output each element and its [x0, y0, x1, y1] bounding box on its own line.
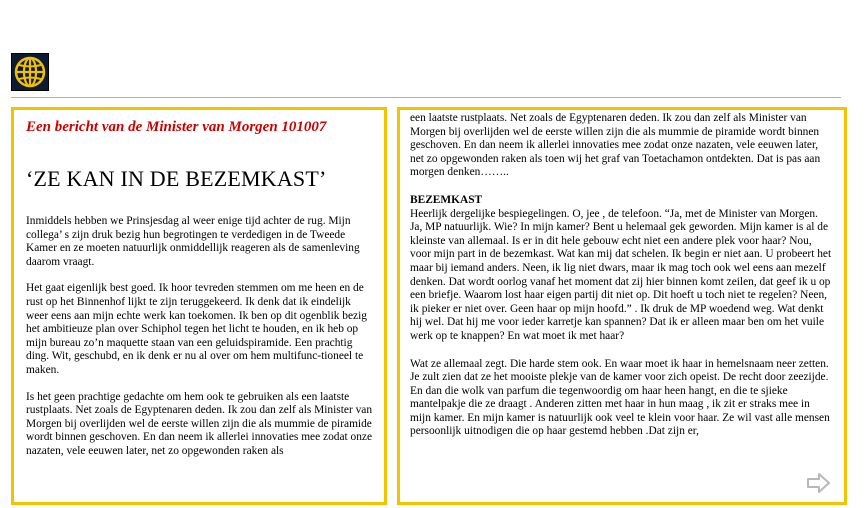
header-divider [11, 97, 841, 98]
article-paragraph: een laatste rustplaats. Net zoals de Egyptenaren deden. Ik zou dan zelf als Minister van Morgen bij overlijden wel de eerste willen zijn die als mummie de piramide wordt binnen geschoven. En dan neem ik allerlei innovaties mee zodat onze nazaten, vele eeuwen later, net zo opgewonden raken als toen wij het graf van Toetachamon ontdekten. Dat is pas aan morgen denken…….. [410, 112, 821, 179]
article-paragraph: Het gaat eigenlijk best goed. Ik hoor tevreden stemmen om me heen en de rust op het Binnenhof lijkt te zijn teruggekeerd. Ik denk dat ik eindelijk weer eens aan mijn echte werk kan toekomen. Ik ben op dit ogenblik bezig het ambitieuze plan over Schiphol tegen het licht te houden, en ik heb op mijn bureau zo’n maquette staan van een geluidspiramide. Een prachtig ding. Wit, geschubd, en ik denk er nu al over om hem multifunc-tioneel te maken. [26, 282, 367, 376]
article-left-column [11, 107, 387, 505]
article-subtitle: Een bericht van de Minister van Morgen 101007 [26, 119, 327, 135]
article-paragraph: Is het geen prachtige gedachte om hem ook te gebruiken als een laatste rustplaats. Net zoals de Egyptenaren deden. Ik zou dan zelf als Minister van Morgen bij overlijden wel de eerste willen zijn die als mummie de piramide wordt binnen geschoven. En dan neem ik allerlei innovaties mee zodat onze nazaten, vele eeuwen later, net zo opgewonden raken als [26, 390, 373, 457]
article-right-column [397, 107, 847, 505]
article-title: ‘ZE KAN IN DE BEZEMKAST’ [26, 166, 327, 191]
article-paragraph: Inmiddels hebben we Prinsjesdag al weer enige tijd achter de rug. Mijn collega’ s zijn druk bezig hun begrotingen te verdedigen in de Tweede Kamer en ze moeten natuurlijk onmiddellijk reageren als de samenleving daarom vraagt. [26, 215, 360, 268]
section-heading: BEZEMKAST [410, 193, 483, 206]
article-paragraph: Wat ze allemaal zegt. Die harde stem ook. En waar moet ik haar in hemelsnaam neer zetten. Je zult zien dat ze het mooiste plekje van de kamer voor zich opeist. De recht door zeezijde. En dan die wolk van parfum die tegenwoordig om haar heen hangt, en die te sjieke mantelpakje die ze draagt . Anderen zitten met haar in hun maag , ik zit er straks mee in mijn kamer. En mijn kamer is natuurlijk ook veel te klein voor haar. Ze wil vast alle mensen persoonlijk uitnodigen die op haar gestemd hebben .Dat zijn er, [410, 357, 830, 438]
globe-logo-icon[interactable] [11, 53, 49, 91]
article-paragraph: Heerlijk dergelijke bespiegelingen. O, jee , de telefoon. “Ja, met de Minister van Morgen. Ja, MP natuurlijk. Wie? In mijn kamer? Bent u helemaal gek geworden. Mijn kamer is al de kleinste van allemaal. Is er in dit hele gebouw echt niet een andere plek voor haar? Nou, voor mijn part in de bezemkast. Wat kan mij dat schelen. Ik begin er niet aan. U probeert het maar bij iemand anders. Neen, ik lig niet dwars, maar ik mag toch ook wel eens aan mezelf denken. Dat wordt oorlog vanaf het moment dat zij hier binnen komt zeilen, dat geef ik u op een briefje. Waarom lost haar eigen partij dit niet op. Dit hoeft u toch niet te regelen? Neen, ik pieker er niet over. Geen haar op mijn hoofd.” . Ik druk de MP woedend weg. Wat denkt hij wel. Dat hij me voor ieder karretje kan spannen? Dat ik er alleen maar ben om het vuile werk op te knappen? En wat moet ik met haar? [410, 207, 832, 342]
next-page-arrow-icon[interactable] [806, 472, 832, 494]
